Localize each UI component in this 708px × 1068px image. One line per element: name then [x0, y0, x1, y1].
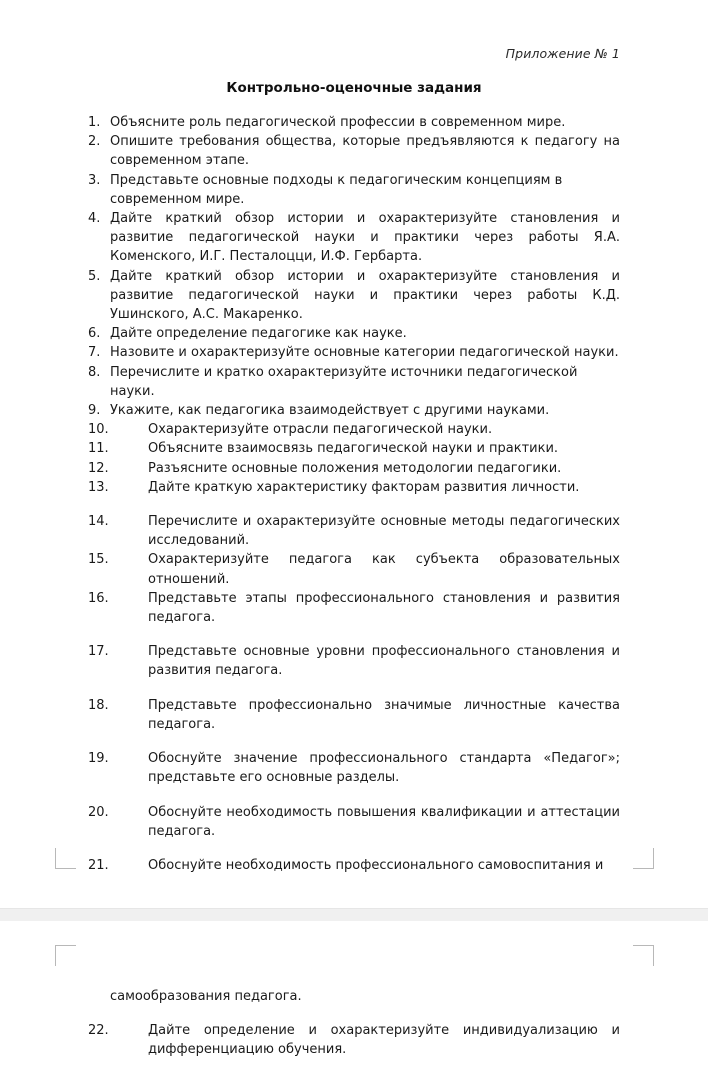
task-number: 9. — [88, 403, 101, 419]
task-number: 7. — [88, 345, 101, 361]
task-text: Дайте определение педагогике как науке. — [110, 326, 407, 342]
document-page-2 — [0, 921, 708, 1068]
page-title: Контрольно-оценочные задания — [226, 80, 482, 96]
task-number: 11. — [88, 441, 109, 457]
task-text: Обоснуйте значение профессионального стандарта «Педагог»; представьте его основные разделы. — [148, 751, 620, 786]
task-text: Дайте краткий обзор истории и охарактеризуйте становления и развитие педагогической науки и практики через работы Я.А. Коменского, И.Г. Песталоцци, И.Ф. Гербарта. — [110, 211, 620, 265]
task-text: Перечислите и охарактеризуйте основные методы педагогических исследований. — [148, 514, 620, 549]
task-text: Охарактеризуйте отрасли педагогической науки. — [148, 422, 493, 438]
task-number: 3. — [88, 172, 101, 188]
task-item — [88, 749, 620, 787]
task-item — [88, 439, 620, 458]
task-number: 1. — [88, 115, 101, 130]
task-text: Укажите, как педагогика взаимодействует с другими науками. — [110, 403, 550, 419]
task-text: Представьте основные подходы к педагогическим концепциям в современном мире. — [110, 172, 563, 207]
task-number: 14. — [88, 514, 109, 530]
task-number: 12. — [88, 460, 109, 476]
task-item — [88, 642, 620, 680]
task-text: Обоснуйте необходимость профессионального самовоспитания и — [148, 857, 604, 873]
task-text: Представьте профессионально значимые личностные качества педагога. — [148, 697, 620, 732]
task-text: Представьте основные уровни профессионального становления и развития педагога. — [148, 644, 620, 679]
task-text: Дайте краткий обзор истории и охарактеризуйте становления и развитие педагогической науки и практики через работы К.Д. Ушинского, А.С. Макаренко. — [110, 268, 620, 323]
page-margin-corner-top-left-icon — [55, 945, 76, 966]
task-item — [88, 512, 620, 550]
task-list-continued — [88, 1021, 620, 1059]
task-number: 15. — [88, 552, 109, 568]
task-text: Охарактеризуйте педагога как субъекта образовательных отношений. — [148, 552, 620, 587]
task-item — [88, 267, 620, 325]
task-item — [88, 420, 620, 439]
task-number: 13. — [88, 479, 109, 495]
task-item — [88, 343, 620, 362]
task-text: Опишите требования общества, которые предъявляются к педагогу на современном этапе. — [110, 134, 620, 169]
task-item — [88, 459, 620, 478]
task-item — [88, 589, 620, 627]
task-item — [88, 856, 620, 875]
page-margin-corner-top-right-icon — [633, 945, 654, 966]
task-text: Дайте определение и охарактеризуйте индивидуализацию и дифференциацию обучения. — [148, 1023, 620, 1058]
task-number: 2. — [88, 134, 101, 150]
task-text: Обоснуйте необходимость повышения квалификации и аттестации педагога. — [148, 804, 620, 839]
task-item — [88, 209, 620, 267]
task-text: Представьте этапы профессионального становления и развития педагога. — [148, 590, 620, 626]
task-text: Разъясните основные положения методологии педагогики. — [148, 460, 562, 476]
task-text: Дайте краткую характеристику факторам развития личности. — [148, 479, 580, 495]
task-item — [88, 113, 620, 132]
task-list — [88, 113, 620, 875]
task-item — [88, 171, 620, 209]
task-item — [88, 401, 620, 420]
task-text: Объясните взаимосвязь педагогической науки и практики. — [148, 441, 559, 457]
task-number: 21. — [88, 857, 109, 873]
task-item — [88, 363, 620, 401]
task-item — [88, 324, 620, 343]
task-text: Назовите и охарактеризуйте основные категории педагогической науки. — [110, 345, 619, 361]
continuation-text: самообразования педагога. — [110, 989, 302, 1004]
task-number: 6. — [88, 326, 101, 342]
task-item — [88, 132, 620, 170]
task-item — [88, 1021, 620, 1059]
task-item — [88, 478, 620, 497]
task-number: 4. — [88, 211, 101, 227]
task-number: 22. — [88, 1023, 109, 1038]
task-item — [88, 550, 620, 588]
task-item — [88, 696, 620, 734]
task-item — [88, 803, 620, 841]
task-number: 5. — [88, 268, 101, 284]
appendix-label: Приложение № 1 — [505, 46, 620, 61]
page-margin-corner-bottom-right-icon — [633, 848, 654, 869]
task-number: 10. — [88, 422, 109, 438]
page-margin-corner-bottom-left-icon — [55, 848, 76, 869]
task-number: 8. — [88, 364, 101, 380]
task-number: 20. — [88, 804, 109, 820]
task-number: 18. — [88, 697, 109, 713]
task-number: 17. — [88, 644, 109, 660]
task-text: Перечислите и кратко охарактеризуйте источники педагогической науки. — [110, 364, 578, 399]
task-number: 19. — [88, 751, 109, 767]
task-number: 16. — [88, 590, 109, 606]
task-text: Объясните роль педагогической профессии в современном мире. — [110, 115, 566, 130]
